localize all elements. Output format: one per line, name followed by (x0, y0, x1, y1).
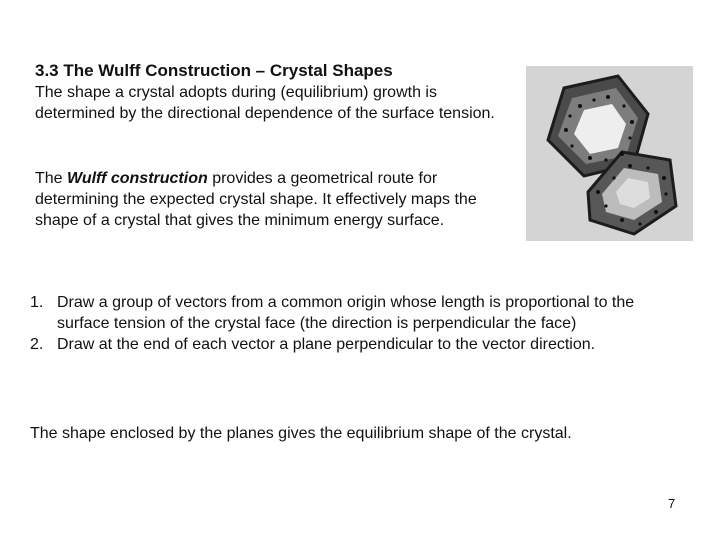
construction-steps-list (30, 292, 660, 355)
step-number: 2. (30, 336, 44, 353)
wulff-paragraph-rest: provides a geometrical route for determining the expected crystal shape. It effectively maps the shape of a crystal that gives the minimum energy surface. (35, 170, 477, 229)
wulff-paragraph (35, 168, 515, 231)
intro-paragraph: The shape a crystal adopts during (equilibrium) growth is determined by the directional dependence of the surface tension. (35, 84, 495, 122)
slide-heading: 3.3 The Wulff Construction – Crystal Shapes (35, 61, 393, 80)
step-item (30, 334, 660, 355)
wulff-construction-term: Wulff construction (67, 170, 208, 187)
wulff-paragraph-prefix: The (35, 170, 68, 187)
step-text: Draw at the end of each vector a plane perpendicular to the vector direction. (57, 336, 596, 353)
step-number: 1. (30, 294, 44, 311)
conclusion-text: The shape enclosed by the planes gives the equilibrium shape of the crystal. (30, 425, 572, 442)
crystal-micrograph-image (526, 66, 693, 241)
crystal-micrograph-drawing (526, 66, 693, 241)
step-item (30, 292, 660, 334)
page-number: 7 (668, 496, 676, 511)
step-text: Draw a group of vectors from a common origin whose length is proportional to the surface tension of the crystal face (the direction is perpendicular the face) (57, 294, 635, 332)
